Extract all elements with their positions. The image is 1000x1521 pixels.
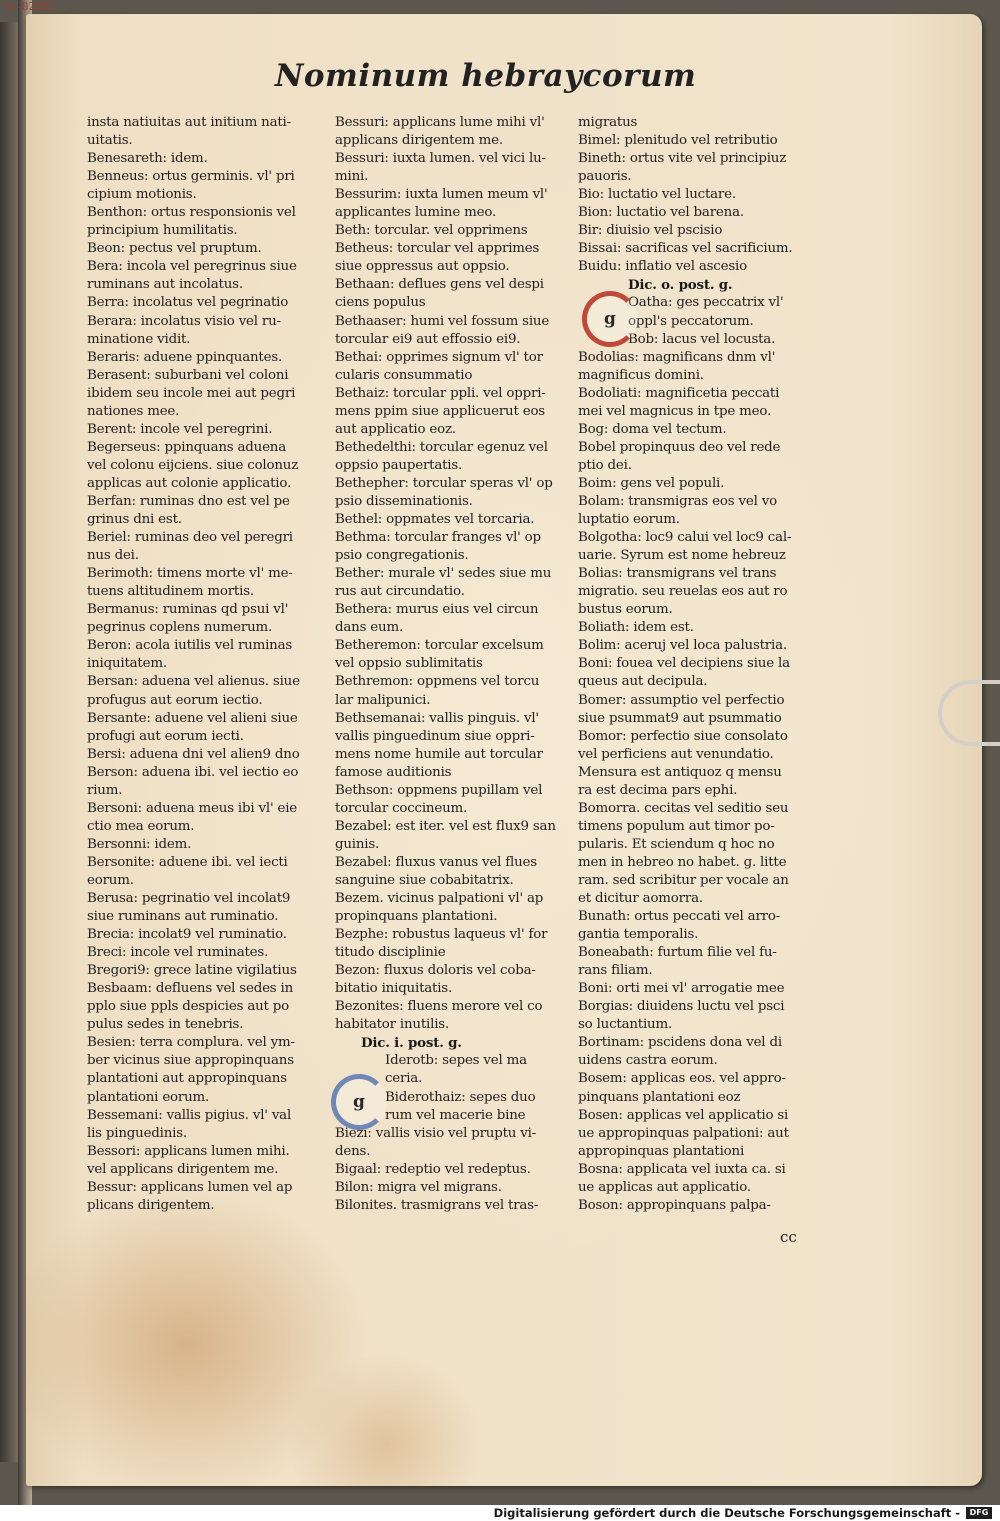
- text-line: Berara: incolatus visio vel ru-: [87, 313, 281, 329]
- text-line: Bether: murale vl' sedes siue mu: [335, 566, 552, 582]
- text-line: Bosna: applicata vel iuxta ca. si: [578, 1161, 786, 1177]
- text-line: Bessori: applicans lumen mihi.: [87, 1143, 290, 1159]
- text-line: vel oppsio sublimitatis: [335, 656, 483, 672]
- text-line: bustus eorum.: [578, 602, 673, 618]
- signature-mark: cc: [780, 1228, 797, 1246]
- text-line: Bethai: opprimes signum vl' tor: [335, 349, 543, 365]
- text-line: Bethremon: oppmens vel torcu: [335, 674, 540, 690]
- text-line: profugus aut eorum iectio.: [87, 692, 263, 708]
- text-line: siue ruminans aut ruminatio.: [87, 909, 279, 925]
- text-line: appropinquas plantationi: [578, 1143, 745, 1159]
- text-line: Benthon: ortus responsionis vel: [87, 205, 296, 221]
- text-line: Boneabath: furtum filie vel fu-: [578, 945, 777, 961]
- text-line: Berimoth: timens morte vl' me-: [87, 566, 293, 582]
- text-line: Bimel: plenitudo vel retributio: [578, 133, 778, 149]
- text-line: oppsio paupertatis.: [335, 457, 463, 473]
- text-line: pplo siue ppls despicies aut po: [87, 999, 289, 1015]
- text-line: men in hebreo no habet. g. litte: [578, 854, 787, 870]
- text-line: Bobel propinquus deo vel rede: [578, 439, 781, 455]
- text-line: Bersi: aduena dni vel alien9 dno: [87, 746, 300, 762]
- text-line: insta natiuitas aut initium nati-: [87, 115, 291, 130]
- text-line: mens ppim siue applicuerut eos: [335, 403, 545, 419]
- text-line: pinquans plantationi eoz: [578, 1089, 741, 1105]
- text-line: pegrinus coplens numerum.: [87, 620, 273, 636]
- text-line: Bog: doma vel tectum.: [578, 421, 727, 437]
- text-line: migratus: [578, 115, 638, 130]
- text-line: tuens altitudinem mortis.: [87, 584, 254, 600]
- text-line: Bodoliati: magnificetia peccati: [578, 385, 780, 401]
- text-line: ibidem seu incole mei aut pegri: [87, 385, 296, 401]
- text-line: vel applicans dirigentem me.: [87, 1161, 279, 1177]
- text-line: Bir: diuisio vel pscisio: [578, 223, 723, 239]
- text-line: Beriel: ruminas deo vel peregri: [87, 530, 293, 546]
- text-line: Benesareth: idem.: [87, 151, 208, 167]
- text-line: Bersonni: idem.: [87, 836, 192, 852]
- text-line: Bezon: fluxus doloris vel coba-: [335, 963, 536, 979]
- text-line: grinus dni est.: [87, 512, 182, 528]
- text-line: Bortinam: pscidens dona vel di: [578, 1035, 782, 1051]
- text-line: Bissai: sacrificas vel sacrificium.: [578, 241, 793, 257]
- text-line: ruminans aut incolatus.: [87, 277, 243, 293]
- text-line: Bersan: aduena vel alienus. siue: [87, 674, 300, 690]
- text-line: Boim: gens vel populi.: [578, 475, 725, 491]
- text-line: dans eum.: [335, 620, 404, 636]
- adjacent-page-edge: [0, 22, 18, 1462]
- text-line: rium.: [87, 782, 123, 798]
- text-line: Bezabel: fluxus vanus vel flues: [335, 854, 537, 870]
- text-line: rans filiam.: [578, 963, 653, 979]
- text-line: Besien: terra complura. vel ym-: [87, 1035, 295, 1051]
- text-line: uitatis.: [87, 133, 133, 149]
- text-line: ue applicas aut applicatio.: [578, 1179, 751, 1195]
- text-line: famose auditionis: [335, 764, 452, 780]
- text-line: applicantes lumine meo.: [335, 205, 497, 221]
- text-line: Bethedelthi: torcular egenuz vel: [335, 439, 548, 455]
- text-line: Biderothaiz: sepes duo: [385, 1089, 536, 1105]
- text-line: Boson: appropinquans palpa-: [578, 1197, 771, 1213]
- text-line: Bethaan: deflues gens vel despi: [335, 277, 544, 293]
- text-line: vel perficiens aut venundatio.: [578, 746, 774, 762]
- text-line: Betheus: torcular vel apprimes: [335, 241, 540, 257]
- text-line: mens nome humile aut torcular: [335, 746, 543, 762]
- text-line: pulus sedes in tenebris.: [87, 1017, 244, 1033]
- text-line: Bessur: applicans lumen vel ap: [87, 1179, 293, 1195]
- text-line: Bolgotha: loc9 calui vel loc9 cal-: [578, 530, 792, 546]
- text-line: ra est decima pars ephi.: [578, 782, 738, 798]
- text-line: Besbaam: defluens vel sedes in: [87, 981, 294, 997]
- text-line: plicans dirigentem.: [87, 1197, 215, 1213]
- text-line: Betheremon: torcular excelsum: [335, 638, 544, 654]
- text-line: migratio. seu reuelas eos aut ro: [578, 584, 788, 600]
- text-line: plantationi aut appropinquans: [87, 1071, 287, 1087]
- text-line: Bomor: perfectio siue consolato: [578, 728, 788, 744]
- text-line: Mensura est antiquoz q mensu: [578, 764, 782, 780]
- text-line: pauoris.: [578, 169, 632, 185]
- text-line: ptio dei.: [578, 457, 632, 473]
- text-line: Bersonite: aduene ibi. vel iecti: [87, 854, 288, 870]
- text-line: Bob: lacus vel locusta.: [628, 331, 776, 347]
- text-line: Borgias: diuidens luctu vel psci: [578, 999, 785, 1015]
- text-line: Buidu: inflatio vel ascesio: [578, 259, 747, 275]
- text-line: Bineth: ortus vite vel principiuz: [578, 151, 787, 167]
- text-line: Benneus: ortus germinis. vl' pri: [87, 169, 295, 185]
- text-line: cipium motionis.: [87, 187, 197, 203]
- text-line: Berra: incolatus vel pegrinatio: [87, 295, 289, 311]
- text-line: Bessuri: iuxta lumen. vel vici lu-: [335, 151, 546, 167]
- text-line: Bera: incola vel peregrinus siue: [87, 259, 297, 275]
- text-line: magnificus domini.: [578, 367, 704, 383]
- text-line: Bezem. vicinus palpationi vl' ap: [335, 891, 544, 907]
- shelfmark-stamp: hv-02202: [1, 0, 56, 14]
- running-head: Nominum hebraycorum: [275, 58, 697, 94]
- initial-blue: g: [331, 1074, 387, 1130]
- text-line: dens.: [335, 1143, 371, 1159]
- text-line: ceria.: [385, 1071, 423, 1087]
- text-line: ber vicinus siue appropinquans: [87, 1053, 294, 1069]
- text-line: Dic. i. post. g.: [361, 1035, 462, 1052]
- text-line: Boliath: idem est.: [578, 620, 694, 636]
- text-line: Bosen: applicas vel applicatio si: [578, 1107, 789, 1123]
- text-line: Berusa: pegrinatio vel incolat9: [87, 891, 291, 907]
- text-line: psio congregationis.: [335, 548, 469, 564]
- text-column-3: [578, 114, 818, 1215]
- text-line: principium humilitatis.: [87, 223, 238, 239]
- text-column-1: [87, 114, 332, 1215]
- text-line: Biezi: vallis visio vel pruptu vi-: [335, 1125, 537, 1141]
- text-line: uarie. Syrum est nome hebreuz: [578, 548, 786, 564]
- text-line: rum vel macerie bine: [385, 1107, 526, 1123]
- text-line: Berfan: ruminas dno est vel pe: [87, 493, 290, 509]
- text-line: mini.: [335, 169, 369, 185]
- text-line: ciens populus: [335, 295, 426, 311]
- text-line: sanguine siue cobabitatrix.: [335, 872, 514, 888]
- text-line: nationes mee.: [87, 403, 180, 419]
- text-line: Bilonites. trasmigrans vel tras-: [335, 1197, 539, 1213]
- text-line: Berent: incole vel peregrini.: [87, 421, 273, 437]
- text-line: Bezonites: fluens merore vel co: [335, 999, 543, 1015]
- text-line: Brecia: incolat9 vel ruminatio.: [87, 927, 287, 943]
- page-clip: [938, 680, 1000, 746]
- text-line: Boni: orti mei vl' arrogatie mee: [578, 981, 785, 997]
- text-line: Bunath: ortus peccati vel arro-: [578, 909, 781, 925]
- text-line: eorum.: [87, 872, 134, 888]
- text-line: ue appropinquas palpationi: aut: [578, 1125, 789, 1141]
- text-line: Bilon: migra vel migrans.: [335, 1179, 502, 1195]
- text-line: lis pinguedinis.: [87, 1125, 187, 1141]
- text-line: Bodolias: magnificans dnm vl': [578, 349, 776, 365]
- text-line: siue oppressus aut oppsio.: [335, 259, 510, 275]
- text-line: torcular ei9 aut effossio ei9.: [335, 331, 521, 347]
- text-line: titudo disciplinie: [335, 945, 446, 961]
- text-line: lar malipunici.: [335, 692, 431, 708]
- text-column-2: [335, 114, 573, 1215]
- text-line: Bregori9: grece latine vigilatius: [87, 963, 297, 979]
- text-line: Bessuri: applicans lume mihi vl': [335, 115, 545, 130]
- text-line: siue psummat9 aut psummatio: [578, 710, 782, 726]
- text-line: Boni: fouea vel decipiens siue la: [578, 656, 790, 672]
- text-line: Begerseus: ppinquans aduena: [87, 439, 287, 455]
- text-line: ram. sed scribitur per vocale an: [578, 872, 789, 888]
- text-line: Bomer: assumptio vel perfectio: [578, 692, 785, 708]
- text-line: Bolam: transmigras eos vel vo: [578, 493, 777, 509]
- text-line: Bio: luctatio vel luctare.: [578, 187, 736, 203]
- text-line: propinquans plantationi.: [335, 909, 498, 925]
- text-line: Bigaal: redeptio vel redeptus.: [335, 1161, 531, 1177]
- text-line: Bermanus: ruminas qd psui vl': [87, 602, 289, 618]
- text-line: timens populum aut timor po-: [578, 818, 775, 834]
- text-line: Berson: aduena ibi. vel iectio eo: [87, 764, 299, 780]
- text-line: rus aut circundatio.: [335, 584, 465, 600]
- text-line: Bethaaser: humi vel fossum siue: [335, 313, 550, 329]
- text-line: Bessurim: iuxta lumen meum vl': [335, 187, 548, 203]
- text-line: so luctantium.: [578, 1017, 673, 1033]
- text-line: Bethel: oppmates vel torcaria.: [335, 512, 535, 528]
- text-line: Bezphe: robustus laqueus vl' for: [335, 927, 548, 943]
- text-line: nus dei.: [87, 548, 139, 564]
- text-line: ctio mea eorum.: [87, 818, 195, 834]
- text-line: Breci: incole vel ruminates.: [87, 945, 269, 961]
- text-line: Bessemani: vallis pigius. vl' val: [87, 1107, 292, 1123]
- text-line: Berasent: suburbani vel coloni: [87, 367, 289, 383]
- text-line: minatione vidit.: [87, 331, 191, 347]
- text-line: Bethsemanai: vallis pinguis. vl': [335, 710, 539, 726]
- dfg-logo: DFG: [966, 1507, 992, 1519]
- text-line: Bethepher: torcular speras vl' op: [335, 475, 553, 491]
- text-line: Bomorra. cecitas vel seditio seu: [578, 800, 789, 816]
- text-line: psio disseminationis.: [335, 493, 473, 509]
- text-line: Bion: luctatio vel barena.: [578, 205, 744, 221]
- text-line: profugi aut eorum iecti.: [87, 728, 244, 744]
- text-line: Dic. o. post. g.: [628, 277, 733, 294]
- text-line: bitatio iniquitatis.: [335, 981, 453, 997]
- text-line: cularis consummatio: [335, 367, 473, 383]
- text-line: habitator inutilis.: [335, 1017, 450, 1033]
- text-line: oppl's peccatorum.: [628, 313, 754, 329]
- text-line: Bolim: aceruj vel loca palustria.: [578, 638, 787, 654]
- text-line: torcular coccineum.: [335, 800, 468, 816]
- text-line: pularis. Et sciendum q hoc no: [578, 836, 775, 852]
- text-line: Beron: acola iutilis vel ruminas: [87, 638, 293, 654]
- text-line: guinis.: [335, 836, 380, 852]
- text-line: Bersante: aduene vel alieni siue: [87, 710, 298, 726]
- text-line: aut applicatio eoz.: [335, 421, 456, 437]
- text-line: iniquitatem.: [87, 656, 167, 672]
- text-line: luptatio eorum.: [578, 512, 680, 528]
- text-line: Beraris: aduene ppinquantes.: [87, 349, 283, 365]
- text-line: Beth: torcular. vel opprimens: [335, 223, 528, 239]
- initial-red: g: [582, 291, 638, 347]
- text-line: Bosem: applicas eos. vel appro-: [578, 1071, 786, 1087]
- text-line: Bethson: oppmens pupillam vel: [335, 782, 543, 798]
- text-line: Oatha: ges peccatrix vl': [628, 295, 784, 311]
- footer-credit: Digitalisierung gefördert durch die Deutsche Forschungsgemeinschaft -: [493, 1506, 960, 1520]
- text-line: Iderotb: sepes vel ma: [385, 1053, 527, 1069]
- text-line: queus aut decipula.: [578, 674, 708, 690]
- text-line: Bethera: murus eius vel circun: [335, 602, 539, 618]
- text-line: gantia temporalis.: [578, 927, 699, 943]
- text-line: vel colonu eijciens. siue colonuz: [87, 457, 299, 473]
- text-line: uidens castra eorum.: [578, 1053, 718, 1069]
- text-line: et dicitur aomorra.: [578, 891, 703, 907]
- text-line: Bolias: transmigrans vel trans: [578, 566, 777, 582]
- text-line: Bethma: torcular franges vl' op: [335, 530, 541, 546]
- text-line: Beon: pectus vel pruptum.: [87, 241, 262, 257]
- text-line: plantationi eorum.: [87, 1089, 210, 1105]
- text-line: Bersoni: aduena meus ibi vl' eie: [87, 800, 298, 816]
- text-line: Bethaiz: torcular ppli. vel oppri-: [335, 385, 546, 401]
- text-line: applicans dirigentem me.: [335, 133, 503, 149]
- text-line: mei vel magnicus in tpe meo.: [578, 403, 772, 419]
- text-line: Bezabel: est iter. vel est flux9 san: [335, 818, 556, 834]
- text-line: applicas aut colonie applicatio.: [87, 475, 292, 491]
- text-line: vallis pinguedinum siue oppri-: [335, 728, 535, 744]
